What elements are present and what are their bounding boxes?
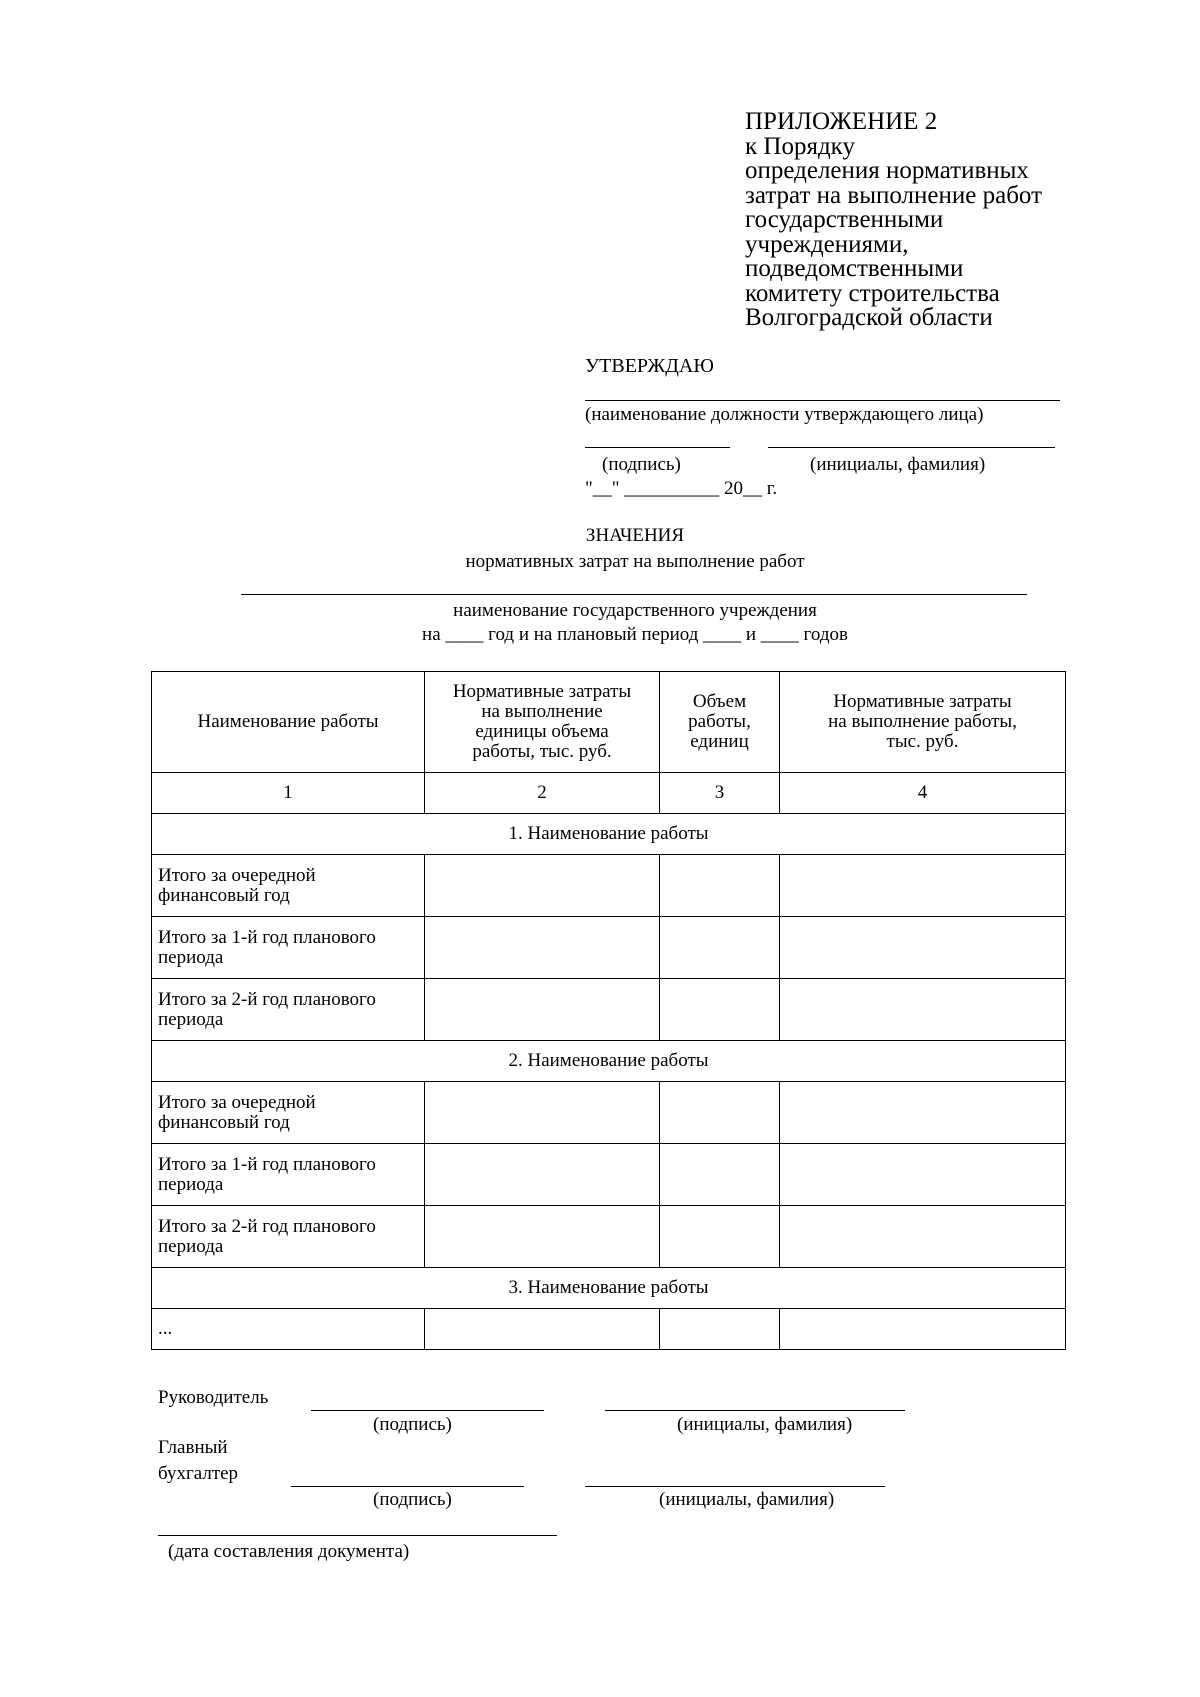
empty-cell xyxy=(660,917,780,979)
approval-title: УТВЕРЖДАЮ xyxy=(585,355,714,377)
empty-cell xyxy=(660,1309,780,1350)
appendix-line: ПРИЛОЖЕНИЕ 2 xyxy=(745,108,938,135)
header-col4: Нормативные затраты на выполнение работы, тыс. руб. xyxy=(780,672,1066,773)
appendix-line: комитету строительства xyxy=(745,279,1000,307)
position-line xyxy=(585,400,1060,401)
empty-cell xyxy=(780,855,1066,917)
empty-cell xyxy=(660,855,780,917)
column-number: 1 xyxy=(152,773,425,814)
appendix-line: затрат на выполнение работ xyxy=(745,181,1043,209)
empty-cell xyxy=(425,855,660,917)
accountant-signature-line xyxy=(291,1486,524,1487)
accountant-signature-caption: (подпись) xyxy=(373,1489,452,1510)
empty-cell xyxy=(660,1206,780,1268)
section-row xyxy=(152,1268,1066,1309)
accountant-name-caption: (инициалы, фамилия) xyxy=(659,1489,835,1510)
costs-table xyxy=(151,671,1066,1350)
head-name-line xyxy=(605,1410,905,1411)
empty-cell xyxy=(425,917,660,979)
table-row xyxy=(152,1309,1066,1350)
empty-cell xyxy=(780,1082,1066,1144)
empty-cell xyxy=(425,1206,660,1268)
section-title: 1. Наименование работы xyxy=(152,814,1066,855)
empty-cell xyxy=(780,1206,1066,1268)
row-label: Итого за 2-й год планового периода xyxy=(152,979,425,1041)
table-row xyxy=(152,1206,1066,1268)
header-col2: Нормативные затраты на выполнение единицы объема работы, тыс. руб. xyxy=(425,672,660,773)
empty-cell xyxy=(780,917,1066,979)
position-caption: (наименование должности утверждающего лица) xyxy=(585,404,984,425)
header-row xyxy=(152,672,1066,773)
column-number: 4 xyxy=(780,773,1066,814)
header-col1: Наименование работы xyxy=(152,672,425,773)
document-subtitle: нормативных затрат на выполнение работ xyxy=(465,551,805,572)
empty-cell xyxy=(425,979,660,1041)
table-row xyxy=(152,917,1066,979)
date-caption: (дата составления документа) xyxy=(168,1541,410,1562)
institution-line xyxy=(241,594,1027,595)
table-row xyxy=(152,855,1066,917)
empty-cell xyxy=(425,1144,660,1206)
empty-cell xyxy=(425,1309,660,1350)
empty-cell xyxy=(780,979,1066,1041)
column-number-row xyxy=(152,773,1066,814)
row-label: Итого за очередной финансовый год xyxy=(152,855,425,917)
empty-cell xyxy=(660,1082,780,1144)
institution-caption: наименование государственного учреждения xyxy=(453,600,817,621)
appendix-line: определения нормативных xyxy=(745,157,1029,184)
approval-name-caption: (инициалы, фамилия) xyxy=(810,454,986,475)
section-row xyxy=(152,814,1066,855)
approval-date: "__" __________ 20__ г. xyxy=(585,478,778,499)
date-line xyxy=(158,1535,557,1536)
empty-cell xyxy=(425,1082,660,1144)
appendix-line: к Порядку xyxy=(745,132,855,160)
empty-cell xyxy=(660,979,780,1041)
head-name-caption: (инициалы, фамилия) xyxy=(677,1414,853,1435)
appendix-line: государственными xyxy=(745,206,944,233)
continuation-cell: ... xyxy=(152,1309,425,1350)
approval-name-line xyxy=(768,447,1055,448)
row-label: Итого за 1-й год планового периода xyxy=(152,1144,425,1206)
column-number: 2 xyxy=(425,773,660,814)
accountant-name-line xyxy=(585,1486,885,1487)
head-label: Руководитель xyxy=(158,1387,269,1408)
row-label: Итого за 2-й год планового периода xyxy=(152,1206,425,1268)
row-label: Итого за очередной финансовый год xyxy=(152,1082,425,1144)
section-title: 3. Наименование работы xyxy=(152,1268,1066,1309)
appendix-line: Волгоградской области xyxy=(745,304,993,331)
approval-signature-line xyxy=(585,447,730,448)
column-number: 3 xyxy=(660,773,780,814)
head-signature-line xyxy=(311,1410,544,1411)
row-label: Итого за 1-й год планового периода xyxy=(152,917,425,979)
table-row xyxy=(152,1144,1066,1206)
empty-cell xyxy=(660,1144,780,1206)
accountant-label-line1: Главный xyxy=(158,1437,228,1458)
table-row xyxy=(152,1082,1066,1144)
appendix-line: подведомственными xyxy=(745,255,964,282)
approval-signature-caption: (подпись) xyxy=(602,454,681,475)
empty-cell xyxy=(780,1309,1066,1350)
accountant-label-line2: бухгалтер xyxy=(158,1463,239,1484)
section-row xyxy=(152,1041,1066,1082)
document-title: ЗНАЧЕНИЯ xyxy=(585,525,685,546)
section-title: 2. Наименование работы xyxy=(152,1041,1066,1082)
table-row xyxy=(152,979,1066,1041)
head-signature-caption: (подпись) xyxy=(373,1414,452,1435)
appendix-line: учреждениями, xyxy=(745,230,909,258)
empty-cell xyxy=(780,1144,1066,1206)
header-col3: Объем работы, единиц xyxy=(660,672,780,773)
period-line: на ____ год и на плановый период ____ и ____ годов xyxy=(422,624,848,645)
appendix-block xyxy=(745,110,1042,331)
